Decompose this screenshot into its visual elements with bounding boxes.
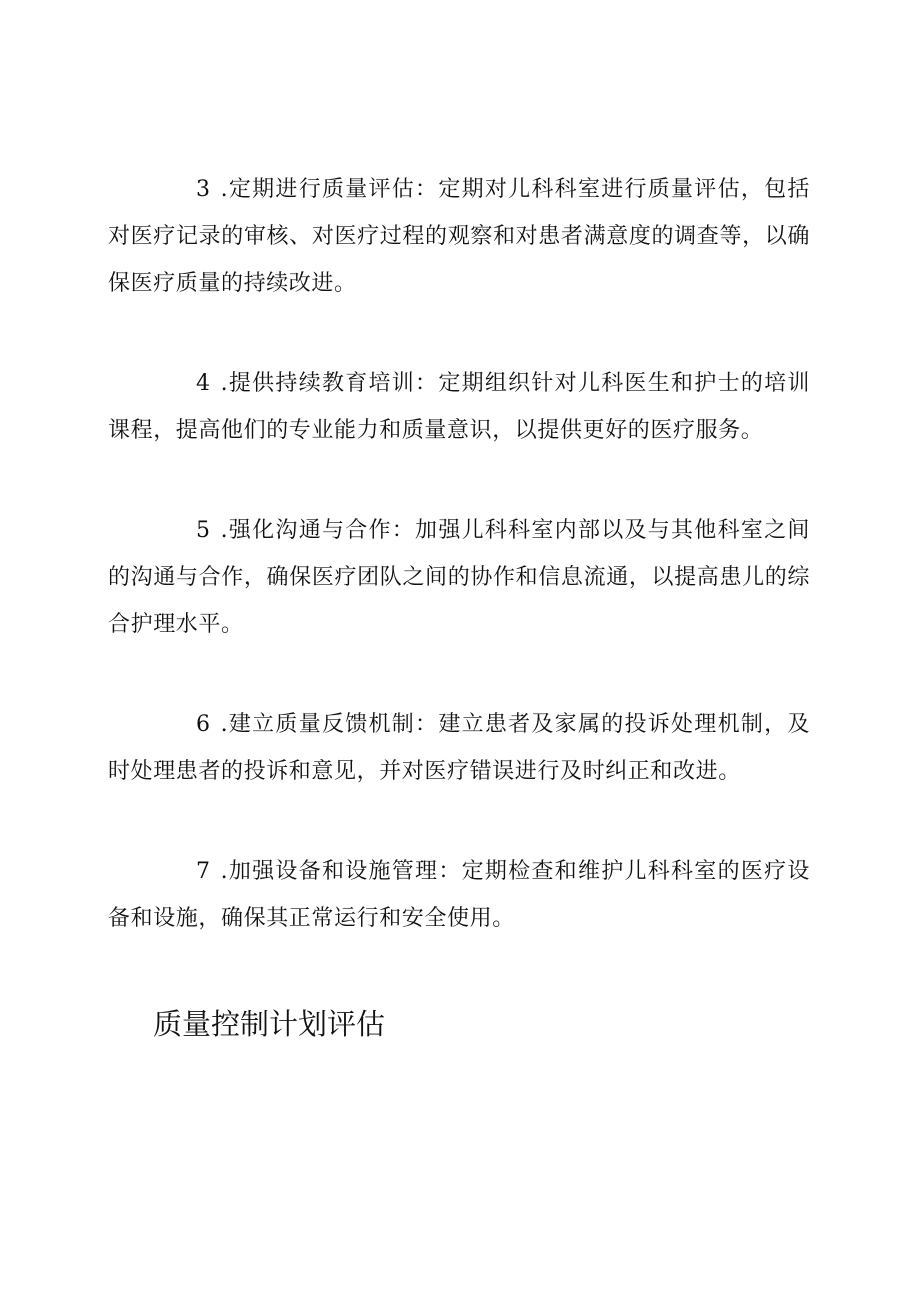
section-heading: 质量控制计划评估 [153, 1007, 386, 1041]
list-item-4 [108, 360, 810, 454]
item-text: .建立质量反馈机制：建立患者及家属的投诉处理机制，及时处理患者的投诉和意见，并对医疗错误进行及时纠正和改进。 [108, 712, 810, 784]
item-number: 7 [196, 859, 211, 884]
list-item-5 [108, 507, 810, 648]
item-number: 4 [196, 371, 211, 396]
list-item-3 [108, 166, 810, 307]
list-item-7 [108, 848, 810, 942]
item-text: .定期进行质量评估：定期对儿科科室进行质量评估，包括对医疗记录的审核、对医疗过程的观察和对患者满意度的调查等，以确保医疗质量的持续改进。 [108, 177, 810, 296]
item-number: 3 [196, 177, 211, 202]
item-text: .强化沟通与合作：加强儿科科室内部以及与其他科室之间的沟通与合作，确保医疗团队之间的协作和信息流通，以提高患儿的综合护理水平。 [108, 518, 810, 637]
item-number: 5 [196, 518, 211, 543]
item-text: .加强设备和设施管理：定期检查和维护儿科科室的医疗设备和设施，确保其正常运行和安全使用。 [108, 859, 810, 931]
item-number: 6 [196, 712, 211, 737]
list-item-6 [108, 701, 810, 795]
item-text: .提供持续教育培训：定期组织针对儿科医生和护士的培训课程，提高他们的专业能力和质量意识，以提供更好的医疗服务。 [108, 371, 810, 443]
